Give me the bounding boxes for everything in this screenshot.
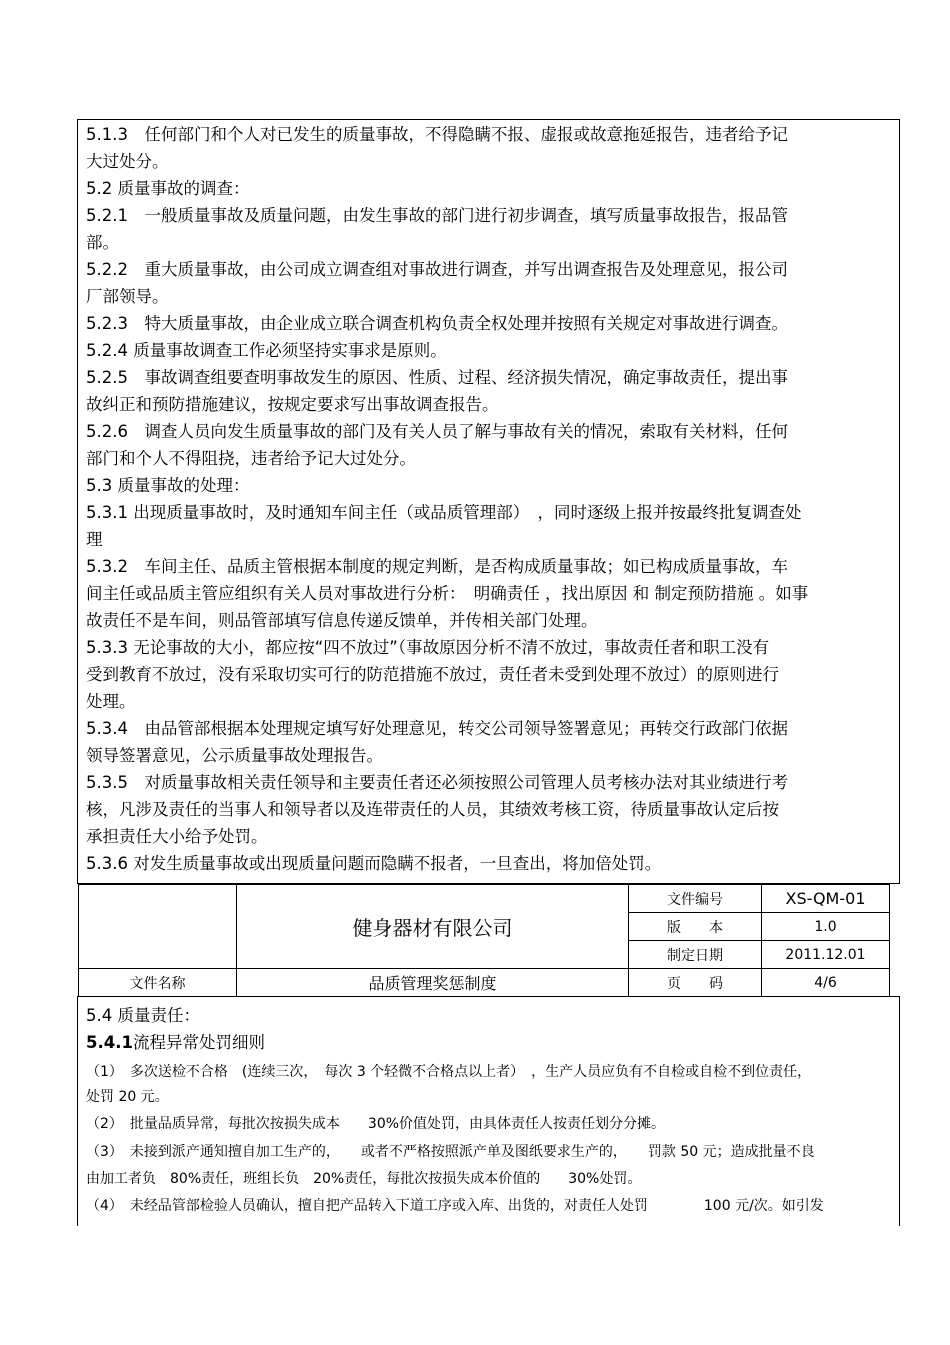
text-line: 5.1.3 任何部门和个人对已发生的质量事故，不得隐瞒不报、虚报或故意拖延报告，违者给予记 [86, 125, 788, 144]
file-name-label: 文件名称 [79, 969, 237, 997]
text-line: （1） 多次送检不合格 (连续三次， 每次 3 个轻微不合格点以上者） ，生产人员应负有不自检或自检不到位责任， [86, 1064, 812, 1080]
text-line: （3） 未接到派产通知擅自加工生产的， 或者不严格按照派产单及图纸要求生产的， 罚款 50 元；造成批量不良 [86, 1144, 815, 1160]
text-line: 承担责任大小给予处罚。 [86, 827, 268, 846]
text-line: 受到教育不放过，没有采取切实可行的防范措施不放过，责任者未受到处理不放过）的原则进行 [86, 665, 779, 684]
text-line: 5.3.3 无论事故的大小，都应按“四不放过”（事故原因分析不清不放过，事故责任者和职工没有 [86, 638, 770, 657]
file-name-value: 品质管理奖惩制度 [237, 969, 629, 997]
text-line: 5.3.6 对发生质量事故或出现质量问题而隐瞒不报者，一旦查出，将加倍处罚。 [86, 854, 662, 873]
text-line: 厂部领导。 [86, 287, 169, 306]
text-line: 5.2.5 事故调查组要查明事故发生的原因、性质、过程、经济损失情况，确定事故责任，提出事 [86, 368, 788, 387]
text-line: 故纠正和预防措施建议，按规定要求写出事故调查报告。 [86, 395, 499, 414]
text-line: 5.2.4 质量事故调查工作必须坚持实事求是原则。 [86, 341, 447, 360]
logo-cell [79, 885, 237, 969]
lower-content-box [77, 996, 900, 1226]
text-line: 5.3 质量事故的处理： [86, 476, 250, 495]
text-line: 5.2.1 一般质量事故及质量问题，由发生事故的部门进行初步调查，填写质量事故报告，报品管 [86, 206, 788, 225]
upper-content-box [77, 119, 900, 884]
text-line: 处理。 [86, 692, 136, 711]
version-value: 1.0 [762, 913, 890, 941]
date-value: 2011.12.01 [762, 941, 890, 969]
text-line: （4） 未经品管部检验人员确认，擅自把产品转入下道工序或入库、出货的，对责任人处罚 100 元/次。如引发 [86, 1198, 824, 1214]
text-line: 大过处分。 [86, 152, 169, 171]
page-value: 4/6 [762, 969, 890, 997]
section-title: 5.4 质量责任： [86, 1006, 200, 1025]
text-line: 5.2 质量事故的调查： [86, 179, 250, 198]
text-line: 故责任不是车间，则品管部填写信息传递反馈单，并传相关部门处理。 [86, 611, 598, 630]
text-line: （2） 批量品质异常，每批次按损失成本 30%价值处罚，由具体责任人按责任划分分摊。 [86, 1116, 666, 1132]
text-line: 5.2.3 特大质量事故，由企业成立联合调查机构负责全权处理并按照有关规定对事故进行调查。 [86, 314, 788, 333]
text-line: 5.2.2 重大质量事故，由公司成立调查组对事故进行调查，并写出调查报告及处理意见，报公司 [86, 260, 788, 279]
subsection-title: 流程异常处罚细则 [132, 1033, 265, 1052]
text-line: 部。 [86, 233, 119, 252]
company-name: 健身器材有限公司 [237, 885, 629, 969]
page-label: 页 码 [629, 969, 762, 997]
text-line: 间主任或品质主管应组织有关人员对事故进行分析： 明确责任 ，找出原因 和 制定预防措施 。如事 [86, 584, 809, 603]
text-line: 部门和个人不得阻挠，违者给予记大过处分。 [86, 449, 416, 468]
text-line: 5.3.4 由品管部根据本处理规定填写好处理意见，转交公司领导签署意见；再转交行政部门依据 [86, 719, 788, 738]
date-label: 制定日期 [629, 941, 762, 969]
subsection-heading [86, 1033, 265, 1053]
text-line: 5.2.6 调查人员向发生质量事故的部门及有关人员了解与事故有关的情况，索取有关材料，任何 [86, 422, 788, 441]
text-line: 由加工者负 80%责任，班组长负 20%责任，每批次按损失成本价值的 30%处罚。 [86, 1171, 642, 1187]
doc-no-value: XS-QM-01 [762, 885, 890, 913]
text-line: 领导签署意见，公示质量事故处理报告。 [86, 746, 383, 765]
subsection-number: 5.4.1 [86, 1033, 133, 1052]
text-line: 5.3.5 对质量事故相关责任领导和主要责任者还必须按照公司管理人员考核办法对其业绩进行考 [86, 773, 788, 792]
text-line: 理 [86, 530, 103, 549]
text-line: 5.3.2 车间主任、品质主管根据本制度的规定判断，是否构成质量事故；如已构成质量事故，车 [86, 557, 788, 576]
version-label: 版 本 [629, 913, 762, 941]
text-line: 处罚 20 元。 [86, 1089, 169, 1105]
text-line: 5.3.1 出现质量事故时，及时通知车间主任（或品质管理部） ，同时逐级上报并按最终批复调查处 [86, 503, 802, 522]
document-header-table [78, 884, 890, 997]
text-line: 核，凡涉及责任的当事人和领导者以及连带责任的人员，其绩效考核工资，待质量事故认定后按 [86, 800, 779, 819]
doc-no-label: 文件编号 [629, 885, 762, 913]
